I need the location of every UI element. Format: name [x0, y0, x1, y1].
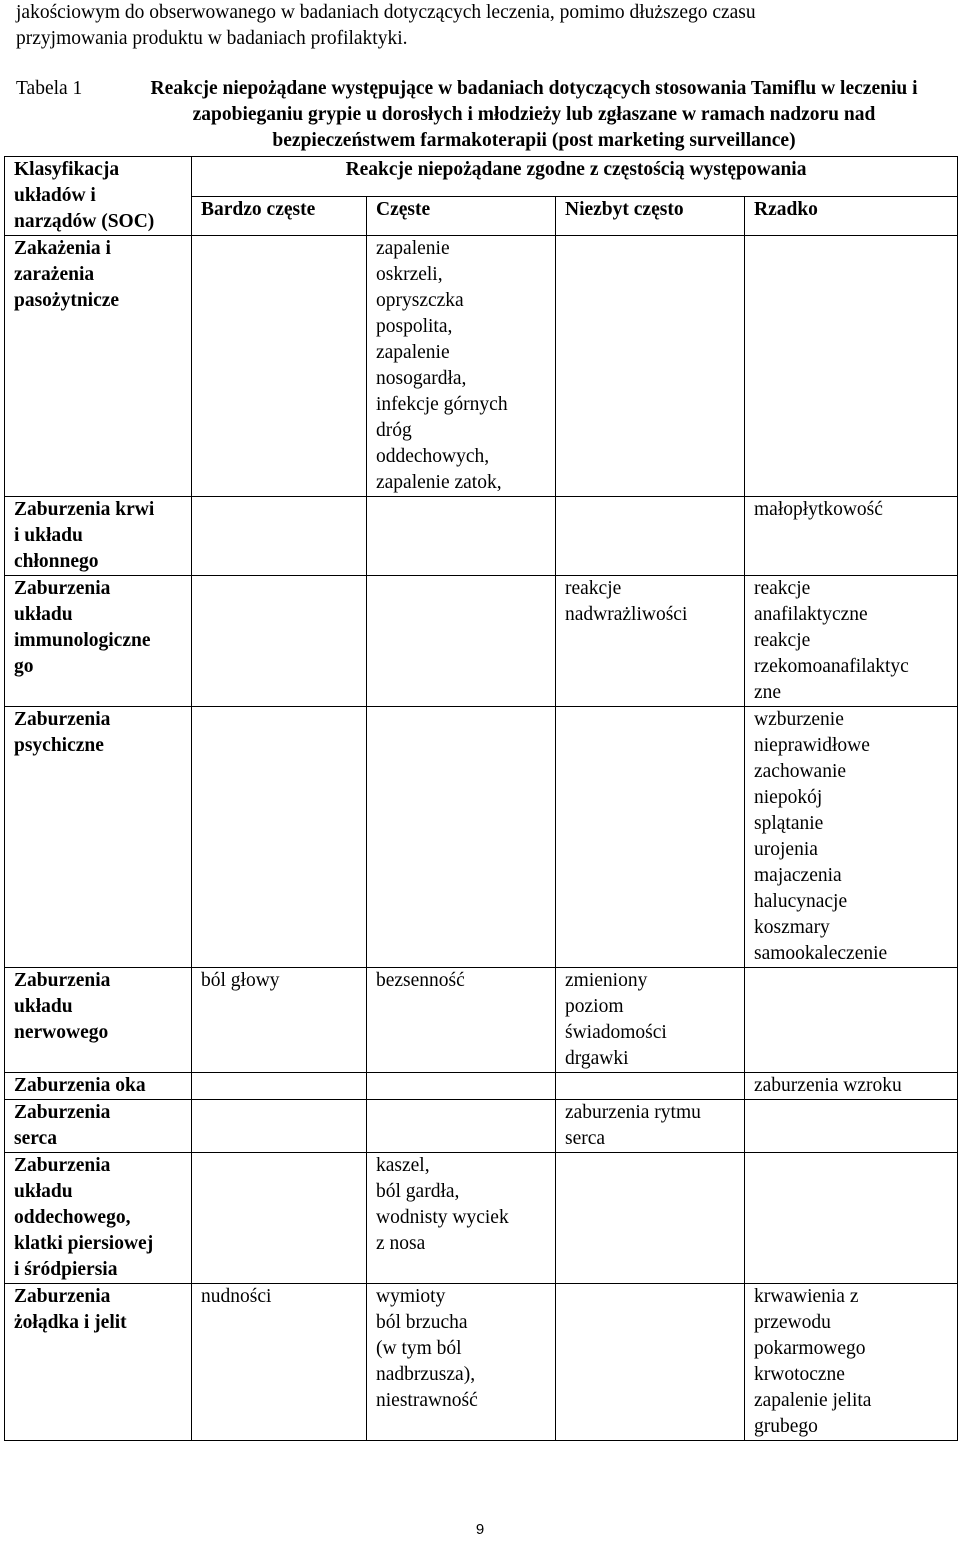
- table-label: Tabela 1: [16, 78, 83, 99]
- cell-line: narządów (SOC): [14, 211, 155, 232]
- cell-line: Zaburzenia: [14, 1155, 111, 1176]
- page-number: 9: [475, 1521, 485, 1538]
- rare-cell: [745, 576, 958, 707]
- table-row: [5, 236, 958, 497]
- common-cell: [367, 1284, 556, 1441]
- soc-cell: [5, 1284, 192, 1441]
- cell-line: wzburzenie: [754, 709, 844, 730]
- cell-line: zachowanie: [754, 761, 847, 782]
- cell-line: psychiczne: [14, 735, 104, 756]
- cell-line: (w tym ból: [376, 1338, 462, 1359]
- very-common-cell: [192, 1100, 367, 1153]
- rare-cell: [745, 1073, 958, 1100]
- common-cell: [367, 1100, 556, 1153]
- rare-cell: [745, 707, 958, 968]
- very-common-cell: [192, 1153, 367, 1284]
- cell-line: zaburzenia rytmu: [565, 1102, 701, 1123]
- cell-line: zmieniony: [565, 970, 648, 991]
- intro-line: przyjmowania produktu w badaniach profilaktyki.: [16, 28, 408, 49]
- very-common-cell: [192, 707, 367, 968]
- common-cell: [367, 968, 556, 1073]
- table-title: Reakcje niepożądane występujące w badaniach dotyczących stosowania Tamiflu w leczeniu i zapobieganiu grypie u dorosłych i młodzieży lub zgłaszane w ramach nadzoru nad bezpieczeństwem farmakoterapii (post marketing surveillance): [150, 78, 918, 151]
- common-cell: [367, 576, 556, 707]
- cell-line: wymioty: [376, 1286, 446, 1307]
- cell-line: Zakażenia i: [14, 238, 111, 259]
- table-row: [5, 968, 958, 1073]
- frequency-group-header: Reakcje niepożądane zgodne z częstością występowania: [192, 157, 958, 197]
- cell-line: zapalenie zatok,: [376, 472, 502, 493]
- cell-line: zapalenie: [376, 238, 450, 259]
- cell-line: Zaburzenia: [14, 578, 111, 599]
- soc-cell: [5, 1100, 192, 1153]
- cell-line: Zaburzenia: [14, 1286, 111, 1307]
- cell-line: zapalenie jelita: [754, 1390, 872, 1411]
- cell-line: przewodu: [754, 1312, 831, 1333]
- cell-line: oddechowego,: [14, 1207, 131, 1228]
- cell-line: zne: [754, 682, 782, 703]
- cell-line: dróg: [376, 420, 412, 441]
- cell-line: reakcje: [754, 630, 811, 651]
- table-row: [5, 1284, 958, 1441]
- cell-line: reakcje: [754, 578, 811, 599]
- cell-line: samookaleczenie: [754, 943, 888, 964]
- cell-line: niepokój: [754, 787, 823, 808]
- uncommon-cell: [556, 968, 745, 1073]
- cell-line: Klasyfikacja: [14, 159, 120, 180]
- table-row: [5, 1153, 958, 1284]
- cell-line: koszmary: [754, 917, 830, 938]
- soc-cell: [5, 1073, 192, 1100]
- common-cell: [367, 1153, 556, 1284]
- cell-line: drgawki: [565, 1048, 629, 1069]
- cell-line: anafilaktyczne: [754, 604, 868, 625]
- rare-cell: [745, 968, 958, 1073]
- cell-line: immunologiczne: [14, 630, 151, 651]
- uncommon-cell: [556, 236, 745, 497]
- cell-line: Zaburzenia: [14, 709, 111, 730]
- cell-line: krwawienia z: [754, 1286, 859, 1307]
- cell-line: i śródpiersia: [14, 1259, 118, 1280]
- cell-line: zapalenie: [376, 342, 450, 363]
- very-common-cell: [192, 497, 367, 576]
- table-header-row: [5, 157, 958, 197]
- rare-cell: [745, 1284, 958, 1441]
- cell-line: układu: [14, 604, 73, 625]
- cell-line: halucynacje: [754, 891, 848, 912]
- soc-cell: [5, 1153, 192, 1284]
- adverse-reactions-table: [4, 156, 958, 1441]
- cell-line: serca: [565, 1128, 606, 1149]
- table-row: [5, 497, 958, 576]
- rare-cell: [745, 1153, 958, 1284]
- cell-line: infekcje górnych: [376, 394, 508, 415]
- cell-line: poziom: [565, 996, 624, 1017]
- header-very-common: Bardzo częste: [192, 196, 367, 236]
- table-row: [5, 576, 958, 707]
- cell-line: nerwowego: [14, 1022, 109, 1043]
- cell-line: chłonnego: [14, 551, 99, 572]
- cell-line: nosogardła,: [376, 368, 467, 389]
- cell-line: krwotoczne: [754, 1364, 845, 1385]
- uncommon-cell: [556, 497, 745, 576]
- cell-line: oddechowych,: [376, 446, 490, 467]
- cell-line: grubego: [754, 1416, 818, 1437]
- very-common-cell: [192, 1284, 367, 1441]
- cell-line: nudności: [201, 1286, 272, 1307]
- cell-line: i układu: [14, 525, 83, 546]
- uncommon-cell: [556, 707, 745, 968]
- intro-paragraph: [16, 0, 946, 52]
- cell-line: świadomości: [565, 1022, 667, 1043]
- soc-header-cell: [5, 157, 192, 236]
- cell-line: kaszel,: [376, 1155, 430, 1176]
- cell-line: Zaburzenia krwi: [14, 499, 155, 520]
- cell-line: rzekomoanafilaktyc: [754, 656, 909, 677]
- common-cell: [367, 497, 556, 576]
- uncommon-cell: [556, 576, 745, 707]
- intro-line: jakościowym do obserwowanego w badaniach dotyczących leczenia, pomimo dłuższego czasu: [16, 2, 756, 23]
- cell-line: bezsenność: [376, 970, 465, 991]
- cell-line: wodnisty wyciek: [376, 1207, 509, 1228]
- cell-line: klatki piersiowej: [14, 1233, 154, 1254]
- cell-line: urojenia: [754, 839, 818, 860]
- cell-line: ból gardła,: [376, 1181, 460, 1202]
- cell-line: zaburzenia wzroku: [754, 1075, 902, 1096]
- cell-line: pokarmowego: [754, 1338, 866, 1359]
- common-cell: [367, 1073, 556, 1100]
- cell-line: układu: [14, 996, 73, 1017]
- cell-line: pospolita,: [376, 316, 453, 337]
- soc-cell: [5, 576, 192, 707]
- cell-line: pasożytnicze: [14, 290, 120, 311]
- rare-cell: [745, 497, 958, 576]
- cell-line: niestrawność: [376, 1390, 478, 1411]
- very-common-cell: [192, 576, 367, 707]
- cell-line: Zaburzenia: [14, 970, 111, 991]
- cell-line: ból głowy: [201, 970, 280, 991]
- cell-line: nieprawidłowe: [754, 735, 870, 756]
- cell-line: zarażenia: [14, 264, 95, 285]
- very-common-cell: [192, 968, 367, 1073]
- uncommon-cell: [556, 1153, 745, 1284]
- cell-line: nadwrażliwości: [565, 604, 688, 625]
- rare-cell: [745, 236, 958, 497]
- soc-cell: [5, 707, 192, 968]
- cell-line: Zaburzenia oka: [14, 1075, 146, 1096]
- header-uncommon: Niezbyt często: [556, 196, 745, 236]
- cell-line: układów i: [14, 185, 96, 206]
- cell-line: majaczenia: [754, 865, 842, 886]
- cell-line: żołądka i jelit: [14, 1312, 127, 1333]
- cell-line: oskrzeli,: [376, 264, 443, 285]
- very-common-cell: [192, 236, 367, 497]
- common-cell: [367, 707, 556, 968]
- soc-cell: [5, 968, 192, 1073]
- uncommon-cell: [556, 1073, 745, 1100]
- cell-line: Zaburzenia: [14, 1102, 111, 1123]
- cell-line: reakcje: [565, 578, 622, 599]
- cell-line: ból brzucha: [376, 1312, 468, 1333]
- cell-line: małopłytkowość: [754, 499, 883, 520]
- rare-cell: [745, 1100, 958, 1153]
- soc-cell: [5, 497, 192, 576]
- cell-line: serca: [14, 1128, 57, 1149]
- common-cell: [367, 236, 556, 497]
- cell-line: układu: [14, 1181, 73, 1202]
- uncommon-cell: [556, 1100, 745, 1153]
- table-row: [5, 707, 958, 968]
- table-row: [5, 1100, 958, 1153]
- soc-cell: [5, 236, 192, 497]
- header-common: Częste: [367, 196, 556, 236]
- cell-line: splątanie: [754, 813, 824, 834]
- very-common-cell: [192, 1073, 367, 1100]
- uncommon-cell: [556, 1284, 745, 1441]
- cell-line: nadbrzusza),: [376, 1364, 476, 1385]
- cell-line: go: [14, 656, 34, 677]
- cell-line: opryszczka: [376, 290, 464, 311]
- cell-line: z nosa: [376, 1233, 426, 1254]
- table-row: [5, 1073, 958, 1100]
- header-rare: Rzadko: [745, 196, 958, 236]
